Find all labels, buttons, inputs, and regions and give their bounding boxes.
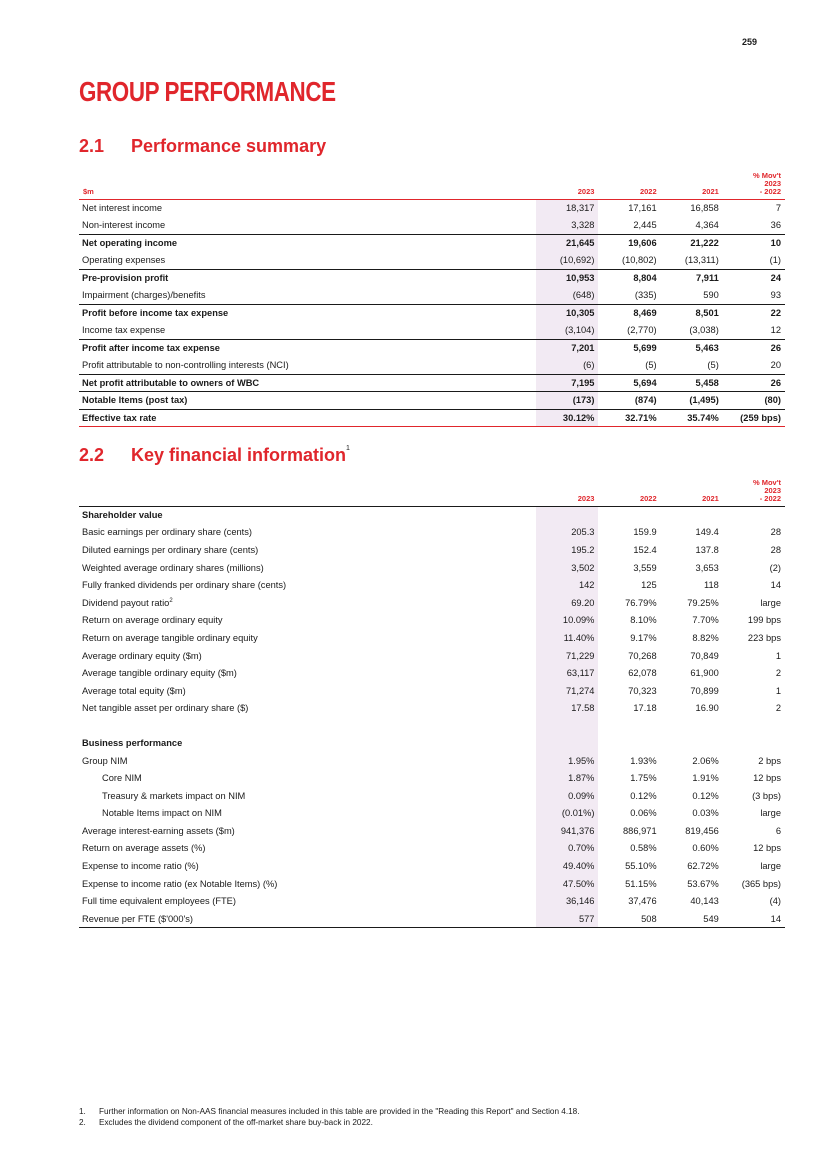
row-label: Profit attributable to non-controlling interests (NCI): [82, 360, 289, 370]
value-2021: 137.8: [695, 544, 719, 555]
row-label: Basic earnings per ordinary share (cents): [82, 527, 253, 538]
value-2022: 1.75%: [630, 773, 657, 784]
value-2021: 2.06%: [692, 755, 719, 766]
value-2023: 49.40%: [536, 857, 598, 875]
value-2022: 0.12%: [630, 790, 657, 801]
value-2023: 1.87%: [536, 769, 598, 787]
value-2023: 195.2: [536, 541, 598, 559]
mov-header-line1: % Mov't: [752, 170, 781, 180]
value-2021: 62.72%: [687, 861, 719, 872]
value-movement: 26: [723, 339, 785, 357]
value-2023: 3,502: [536, 559, 598, 577]
footnote-ref: 1: [346, 445, 350, 452]
row-label: Full time equivalent employees (FTE): [82, 896, 236, 907]
table-row: [79, 910, 785, 928]
column-header-movement: [723, 470, 785, 506]
row-label: Average total equity ($m): [82, 685, 186, 696]
section-heading-performance-summary: [79, 136, 326, 157]
value-2021: 53.67%: [687, 878, 719, 889]
value-2022: 55.10%: [625, 861, 657, 872]
group-heading: Shareholder value: [82, 510, 163, 521]
table-row: [79, 840, 785, 858]
row-label: Return on average tangible ordinary equity: [82, 632, 258, 643]
row-label: Average tangible ordinary equity ($m): [82, 668, 237, 679]
row-label: Pre-provision profit: [79, 269, 536, 287]
performance-summary-table: [79, 163, 785, 427]
value-2021: 40,143: [690, 896, 719, 907]
value-2022: (335): [634, 290, 657, 300]
value-movement: (3 bps): [752, 790, 781, 801]
table-row: [79, 594, 785, 612]
row-label: Return on average ordinary equity: [82, 615, 223, 626]
value-movement: 14: [770, 580, 781, 591]
mov-header-line1: % Mov't: [752, 477, 781, 487]
mov-header-line2: 2023: [764, 178, 781, 188]
column-header-2021: 2021: [661, 163, 723, 199]
value-movement: (365 bps): [741, 878, 781, 889]
value-2022: 70,323: [628, 685, 657, 696]
value-movement: (2): [769, 562, 781, 573]
value-2023: 205.3: [536, 524, 598, 542]
value-2021: 5,458: [661, 374, 723, 392]
table-row: [79, 892, 785, 910]
business-performance-heading-row: [79, 734, 785, 752]
row-label: Non-interest income: [82, 220, 166, 230]
column-header-unit: $m: [79, 163, 536, 199]
value-2022: 5,694: [598, 374, 660, 392]
footnotes: [79, 1106, 580, 1128]
row-label: Average ordinary equity ($m): [82, 650, 202, 661]
row-label: Profit after income tax expense: [79, 339, 536, 357]
value-2021: 1.91%: [692, 773, 719, 784]
value-2022: (5): [645, 360, 657, 370]
value-2023: (3,104): [536, 322, 598, 340]
empty-cell: [79, 717, 536, 734]
row-label: Notable Items impact on NIM: [102, 808, 222, 819]
value-movement: 12: [770, 325, 781, 335]
row-label: Net interest income: [82, 203, 163, 213]
value-2023: 7,195: [536, 374, 598, 392]
column-header-2021: 2021: [661, 470, 723, 506]
value-movement: (80): [723, 392, 785, 410]
table-row: [79, 612, 785, 630]
value-2021: 79.25%: [687, 597, 719, 608]
value-2022: 3,559: [633, 562, 657, 573]
value-movement: large: [760, 597, 781, 608]
value-movement: large: [760, 861, 781, 872]
section-heading-key-financial-information: [79, 445, 350, 466]
table-row: [79, 269, 785, 287]
table-header-row: [79, 470, 785, 506]
value-2022: 37,476: [628, 896, 657, 907]
value-movement: 26: [723, 374, 785, 392]
row-label: Income tax expense: [82, 325, 166, 335]
row-label: Effective tax rate: [79, 409, 536, 427]
value-movement: (4): [769, 896, 781, 907]
value-2023: 941,376: [536, 822, 598, 840]
table-row: [79, 769, 785, 787]
footnote-number: 1.: [79, 1107, 86, 1116]
row-label: Impairment (charges)/benefits: [82, 290, 206, 300]
table-row: [79, 524, 785, 542]
value-2022: (10,802): [621, 255, 657, 265]
section-title: Performance summary: [131, 136, 327, 156]
empty-cell: [661, 717, 723, 734]
value-2021: 5,463: [661, 339, 723, 357]
value-2023: 0.09%: [536, 787, 598, 805]
value-movement: 36: [770, 220, 781, 230]
column-header-2022: 2022: [598, 470, 660, 506]
row-label: Dividend payout ratio$^2$: [82, 597, 173, 608]
value-movement: 10: [723, 234, 785, 252]
column-header-2023: 2023: [536, 470, 598, 506]
value-movement: 12 bps: [753, 843, 781, 854]
value-2021: (13,311): [684, 255, 719, 265]
table-header-row: [79, 163, 785, 199]
empty-cell: [723, 506, 785, 524]
value-movement: 2: [775, 668, 781, 679]
column-header-2023: 2023: [536, 163, 598, 199]
table-row: [79, 629, 785, 647]
value-2022: 32.71%: [598, 409, 660, 427]
row-label: Return on average assets (%): [82, 843, 206, 854]
value-movement: 1: [775, 650, 781, 661]
empty-cell: [661, 734, 723, 752]
footnote-number: 2.: [79, 1118, 86, 1127]
value-2021: 7.70%: [692, 615, 719, 626]
empty-cell: [536, 506, 598, 524]
empty-cell: [723, 717, 785, 734]
value-movement: 6: [775, 825, 781, 836]
row-label: Revenue per FTE ($'000's): [79, 910, 536, 928]
table-row: [79, 664, 785, 682]
value-movement: 22: [723, 304, 785, 322]
value-movement: (1): [769, 255, 781, 265]
footnote-1: [79, 1106, 580, 1117]
value-2021: 70,899: [690, 685, 719, 696]
value-2022: (2,770): [627, 325, 657, 335]
key-financial-information-table: [79, 470, 785, 928]
table-row: [79, 541, 785, 559]
section-number: 2.2: [79, 445, 105, 465]
value-2022: 125: [641, 580, 657, 591]
value-2023: 71,274: [536, 682, 598, 700]
value-2022: (874): [598, 392, 660, 410]
row-label: Expense to income ratio (ex Notable Items) (%): [82, 878, 278, 889]
value-2021: 21,222: [661, 234, 723, 252]
value-2022: 51.15%: [625, 878, 657, 889]
row-label: Net profit attributable to owners of WBC: [79, 374, 536, 392]
table-row: [79, 304, 785, 322]
value-2022: 17.18: [633, 703, 657, 714]
value-2022: 70,268: [628, 650, 657, 661]
shareholder-value-heading-row: [79, 506, 785, 524]
value-2021: 8.82%: [692, 632, 719, 643]
table-row: [79, 322, 785, 340]
table-row: [79, 787, 785, 805]
value-2023: 21,645: [536, 234, 598, 252]
value-2023: 142: [536, 576, 598, 594]
value-2022: 8.10%: [630, 615, 657, 626]
value-2022: 0.58%: [630, 843, 657, 854]
value-2023: 10,953: [536, 269, 598, 287]
value-movement: large: [760, 808, 781, 819]
value-movement: 12 bps: [753, 773, 781, 784]
value-2021: 819,456: [685, 825, 719, 836]
column-header-2022: 2022: [598, 163, 660, 199]
value-2023: 11.40%: [536, 629, 598, 647]
table-row: [79, 805, 785, 823]
table-row: [79, 576, 785, 594]
value-movement: 223 bps: [747, 632, 781, 643]
row-label: Expense to income ratio (%): [82, 861, 199, 872]
empty-cell: [598, 506, 660, 524]
table-row: [79, 857, 785, 875]
table-row: [79, 252, 785, 270]
value-2022: 508: [598, 910, 660, 928]
value-2022: 17,161: [628, 203, 657, 213]
footnote-text: Excludes the dividend component of the off-market share buy-back in 2022.: [99, 1118, 373, 1127]
row-label: Profit before income tax expense: [79, 304, 536, 322]
page-number: 259: [741, 37, 757, 47]
value-2023: 18,317: [536, 199, 598, 217]
value-2023: 47.50%: [536, 875, 598, 893]
table-row: [79, 374, 785, 392]
page-title: GROUP PERFORMANCE: [79, 76, 336, 107]
value-movement: 199 bps: [747, 615, 781, 626]
table-row: [79, 339, 785, 357]
value-2023: (0.01%): [536, 805, 598, 823]
value-2021: (5): [707, 360, 719, 370]
value-2023: 7,201: [536, 339, 598, 357]
row-label: Core NIM: [102, 773, 142, 784]
value-2023: 30.12%: [536, 409, 598, 427]
row-label: Net operating income: [79, 234, 536, 252]
table-row: [79, 875, 785, 893]
column-header-movement: [723, 163, 785, 199]
value-2022: 0.06%: [630, 808, 657, 819]
table-row: [79, 682, 785, 700]
empty-cell: [536, 717, 598, 734]
value-2022: 2,445: [633, 220, 657, 230]
section-title: Key financial information: [131, 445, 347, 465]
value-movement: 24: [723, 269, 785, 287]
value-movement: 28: [770, 527, 781, 538]
empty-cell: [661, 506, 723, 524]
value-2023: 17.58: [536, 700, 598, 718]
row-label: Average interest-earning assets ($m): [82, 825, 235, 836]
value-2023: 36,146: [536, 892, 598, 910]
value-movement: 28: [770, 544, 781, 555]
empty-cell: [598, 717, 660, 734]
value-2023: 1.95%: [536, 752, 598, 770]
value-2023: 69.20: [536, 594, 598, 612]
value-2021: 149.4: [695, 527, 719, 538]
table-row: [79, 357, 785, 375]
table-row: [79, 217, 785, 235]
row-label: Fully franked dividends per ordinary share (cents): [82, 580, 287, 591]
footnote-ref: 2: [169, 597, 173, 604]
value-2022: 159.9: [633, 527, 657, 538]
value-2023: 577: [536, 910, 598, 928]
table-row: [79, 752, 785, 770]
value-2022: 5,699: [598, 339, 660, 357]
value-2021: 35.74%: [661, 409, 723, 427]
row-label: Notable Items (post tax): [79, 392, 536, 410]
value-2021: (1,495): [661, 392, 723, 410]
value-2022: 8,804: [598, 269, 660, 287]
value-2021: 0.03%: [692, 808, 719, 819]
value-movement: 20: [770, 360, 781, 370]
value-2021: 0.60%: [692, 843, 719, 854]
value-movement: 7: [775, 203, 781, 213]
value-2021: 16.90: [695, 703, 719, 714]
row-label: Treasury & markets impact on NIM: [102, 790, 246, 801]
section-number: 2.1: [79, 136, 105, 156]
value-2022: 1.93%: [630, 755, 657, 766]
value-2022: 152.4: [633, 544, 657, 555]
value-2021: 8,501: [661, 304, 723, 322]
value-2023: (10,692): [536, 252, 598, 270]
value-2022: 62,078: [628, 668, 657, 679]
table-row: [79, 392, 785, 410]
row-label: Operating expenses: [82, 255, 166, 265]
value-2023: (648): [536, 287, 598, 305]
value-2022: 8,469: [598, 304, 660, 322]
value-2023: 71,229: [536, 647, 598, 665]
value-2021: 16,858: [690, 203, 719, 213]
row-label: Group NIM: [82, 755, 128, 766]
value-2021: (3,038): [689, 325, 719, 335]
value-2021: 590: [703, 290, 719, 300]
value-movement: 93: [770, 290, 781, 300]
empty-cell: [536, 734, 598, 752]
value-2021: 7,911: [661, 269, 723, 287]
table-row: [79, 559, 785, 577]
row-label: Diluted earnings per ordinary share (cents): [82, 544, 259, 555]
value-2021: 118: [703, 580, 719, 591]
table-row: [79, 234, 785, 252]
value-2021: 70,849: [690, 650, 719, 661]
value-2021: 549: [661, 910, 723, 928]
value-2022: 19,606: [598, 234, 660, 252]
value-2021: 4,364: [695, 220, 719, 230]
group-heading: Business performance: [82, 737, 183, 748]
value-2023: 10.09%: [536, 612, 598, 630]
mov-header-line3: - 2022: [759, 493, 781, 503]
table-row: [79, 409, 785, 427]
value-2023: 3,328: [536, 217, 598, 235]
value-2023: 0.70%: [536, 840, 598, 858]
column-header-blank: [79, 470, 536, 506]
value-2022: 9.17%: [630, 632, 657, 643]
table-row: [79, 287, 785, 305]
table-row: [79, 647, 785, 665]
value-2021: 3,653: [695, 562, 719, 573]
empty-cell: [598, 734, 660, 752]
row-label: Weighted average ordinary shares (millions): [82, 562, 264, 573]
value-2022: 886,971: [623, 825, 657, 836]
footnote-text: Further information on Non-AAS financial measures included in this table are provided in the "Reading this Report" and Section 4.18.: [99, 1107, 580, 1116]
value-movement: 2: [775, 703, 781, 714]
value-2023: 63,117: [536, 664, 598, 682]
value-2021: 61,900: [690, 668, 719, 679]
value-2023: (6): [536, 357, 598, 375]
mov-header-line2: 2023: [764, 485, 781, 495]
mov-header-line3: - 2022: [759, 186, 781, 196]
empty-cell: [723, 734, 785, 752]
value-2023: 10,305: [536, 304, 598, 322]
table-row: [79, 822, 785, 840]
footnote-2: [79, 1117, 580, 1128]
value-2022: 76.79%: [625, 597, 657, 608]
table-row: [79, 700, 785, 718]
value-2021: 0.12%: [692, 790, 719, 801]
value-movement: 2 bps: [758, 755, 781, 766]
row-label: Net tangible asset per ordinary share ($): [82, 703, 249, 714]
value-movement: (259 bps): [723, 409, 785, 427]
value-movement: 1: [775, 685, 781, 696]
value-movement: 14: [723, 910, 785, 928]
spacer-row: [79, 717, 785, 734]
table-row: [79, 199, 785, 217]
value-2023: (173): [536, 392, 598, 410]
